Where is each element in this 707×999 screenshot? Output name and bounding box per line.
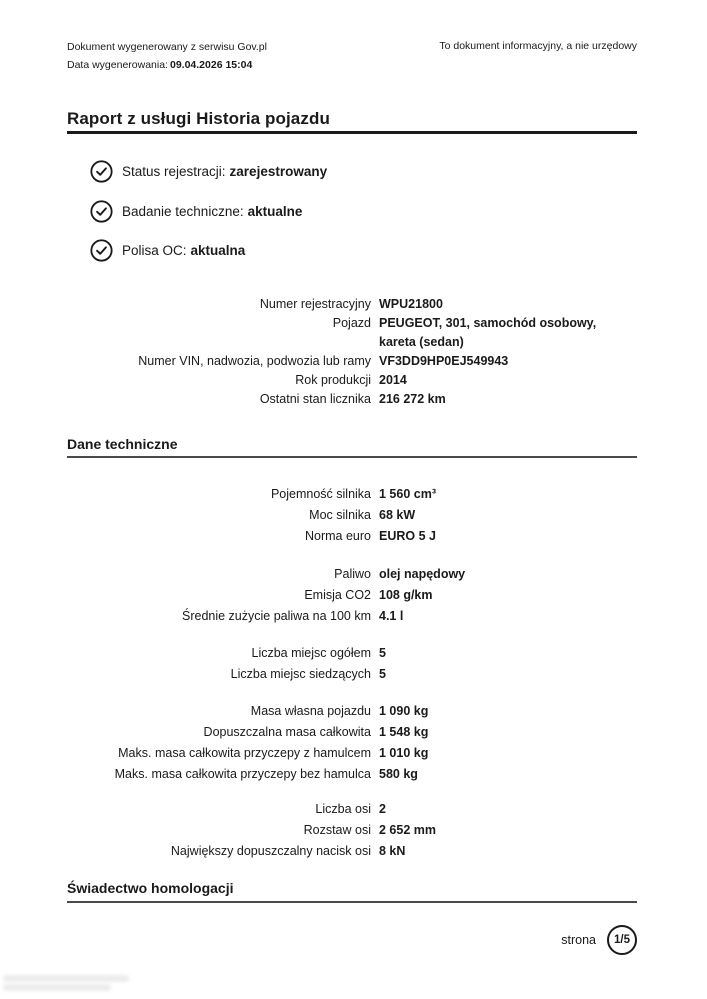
tech-group-seats	[67, 643, 637, 685]
tech-group-axles	[67, 799, 637, 862]
status-row-inspection	[90, 200, 302, 223]
informational-note: To dokument informacyjny, a nie urzędowy	[439, 40, 637, 52]
kv-label: Rok produkcji	[295, 373, 371, 387]
page-number-label: strona	[561, 933, 596, 947]
status-text	[122, 164, 327, 179]
status-text	[122, 243, 245, 258]
kv-row-wheelbase	[67, 820, 637, 841]
tech-group-fuel	[67, 564, 637, 627]
tech-group-mass	[67, 701, 637, 785]
kv-label: Numer VIN, nadwozia, podwozia lub ramy	[138, 354, 371, 368]
kv-value: 1 548 kg	[379, 725, 429, 739]
kv-row-seats-seated	[67, 664, 637, 685]
kv-value: 2 652 mm	[379, 823, 436, 837]
kv-value: VF3DD9HP0EJ549943	[379, 354, 509, 368]
kv-row-registration-number	[67, 295, 637, 314]
watermark-line	[3, 975, 129, 982]
kv-label: Rozstaw osi	[303, 823, 371, 837]
kv-label: Emisja CO2	[304, 588, 371, 602]
status-value: aktualna	[190, 243, 246, 258]
kv-value: 1 090 kg	[379, 704, 429, 718]
section-rule	[67, 456, 637, 458]
generator-note: Dokument wygenerowany z serwisu Gov.pl	[67, 41, 267, 53]
section-heading-homologation: Świadectwo homologacji	[67, 880, 234, 896]
tech-group-engine	[67, 484, 637, 547]
kv-value: WPU21800	[379, 297, 443, 311]
kv-row-vehicle	[67, 314, 637, 352]
kv-label: Największy dopuszczalny nacisk osi	[170, 844, 371, 858]
kv-label: Maks. masa całkowita przyczepy bez hamulca	[114, 767, 371, 781]
kv-value: PEUGEOT, 301, samochód osobowy, kareta (sedan)	[379, 316, 597, 349]
kv-label: Paliwo	[334, 567, 371, 581]
status-label: Polisa OC:	[122, 243, 187, 258]
kv-label: Numer rejestracyjny	[259, 297, 371, 311]
watermark	[3, 973, 129, 993]
kv-label: Liczba miejsc ogółem	[251, 646, 371, 660]
kv-row-engine-capacity	[67, 484, 637, 505]
kv-value: 1 010 kg	[379, 746, 429, 760]
status-label: Badanie techniczne:	[122, 204, 244, 219]
kv-label: Średnie zużycie paliwa na 100 km	[182, 609, 371, 623]
kv-value: 580 kg	[379, 767, 418, 781]
kv-row-trailer-braked	[67, 743, 637, 764]
status-row-insurance	[90, 239, 245, 262]
kv-value: 2	[379, 802, 386, 816]
kv-label: Norma euro	[305, 529, 371, 543]
title-rule	[67, 131, 637, 134]
kv-label: Masa własna pojazdu	[250, 704, 371, 718]
status-row-registration	[90, 160, 327, 183]
generation-date-value: 09.04.2026 15:04	[169, 59, 253, 71]
kv-value: 4.1 l	[379, 609, 404, 623]
kv-value: 216 272 km	[379, 392, 446, 406]
kv-row-seats-total	[67, 643, 637, 664]
kv-row-co2	[67, 585, 637, 606]
kv-label: Liczba osi	[315, 802, 371, 816]
kv-row-fuel-consumption	[67, 606, 637, 627]
kv-row-axle-load	[67, 841, 637, 862]
check-circle-icon	[90, 239, 113, 262]
kv-value: 8 kN	[379, 844, 406, 858]
kv-row-axle-count	[67, 799, 637, 820]
kv-label: Maks. masa całkowita przyczepy z hamulcem	[118, 746, 371, 760]
section-rule	[67, 901, 637, 903]
check-circle-icon	[90, 160, 113, 183]
kv-row-total-mass	[67, 722, 637, 743]
header-left	[67, 38, 267, 74]
kv-row-fuel	[67, 564, 637, 585]
page-title: Raport z usługi Historia pojazdu	[67, 109, 330, 128]
kv-value: EURO 5 J	[379, 529, 436, 543]
kv-value: 5	[379, 646, 386, 660]
kv-row-vin	[67, 352, 637, 371]
kv-value: 1 560 cm³	[379, 487, 436, 501]
status-text	[122, 204, 302, 219]
kv-row-engine-power	[67, 505, 637, 526]
kv-value: 5	[379, 667, 386, 681]
generation-date-line	[67, 56, 267, 74]
watermark-line	[3, 984, 111, 991]
vehicle-info-block	[67, 295, 637, 409]
status-value: aktualne	[247, 204, 303, 219]
kv-row-own-mass	[67, 701, 637, 722]
kv-value: 108 g/km	[379, 588, 433, 602]
kv-label: Pojemność silnika	[270, 487, 371, 501]
generation-date-label: Data wygenerowania:	[67, 59, 168, 71]
kv-label: Dopuszczalna masa całkowita	[203, 725, 371, 739]
section-heading-technical: Dane techniczne	[67, 436, 178, 452]
kv-row-trailer-unbraked	[67, 764, 637, 785]
kv-value: 68 kW	[379, 508, 416, 522]
kv-row-euro-norm	[67, 526, 637, 547]
kv-value: 2014	[379, 373, 407, 387]
status-label: Status rejestracji:	[122, 164, 226, 179]
kv-value: olej napędowy	[379, 567, 466, 581]
kv-label: Pojazd	[332, 316, 371, 330]
kv-label: Ostatni stan licznika	[259, 392, 371, 406]
kv-row-production-year	[67, 371, 637, 390]
kv-label: Moc silnika	[309, 508, 371, 522]
page-footer	[561, 925, 637, 955]
page-number-badge: 1/5	[607, 925, 637, 955]
kv-label: Liczba miejsc siedzących	[230, 667, 371, 681]
status-value: zarejestrowany	[229, 164, 328, 179]
check-circle-icon	[90, 200, 113, 223]
kv-row-odometer	[67, 390, 637, 409]
